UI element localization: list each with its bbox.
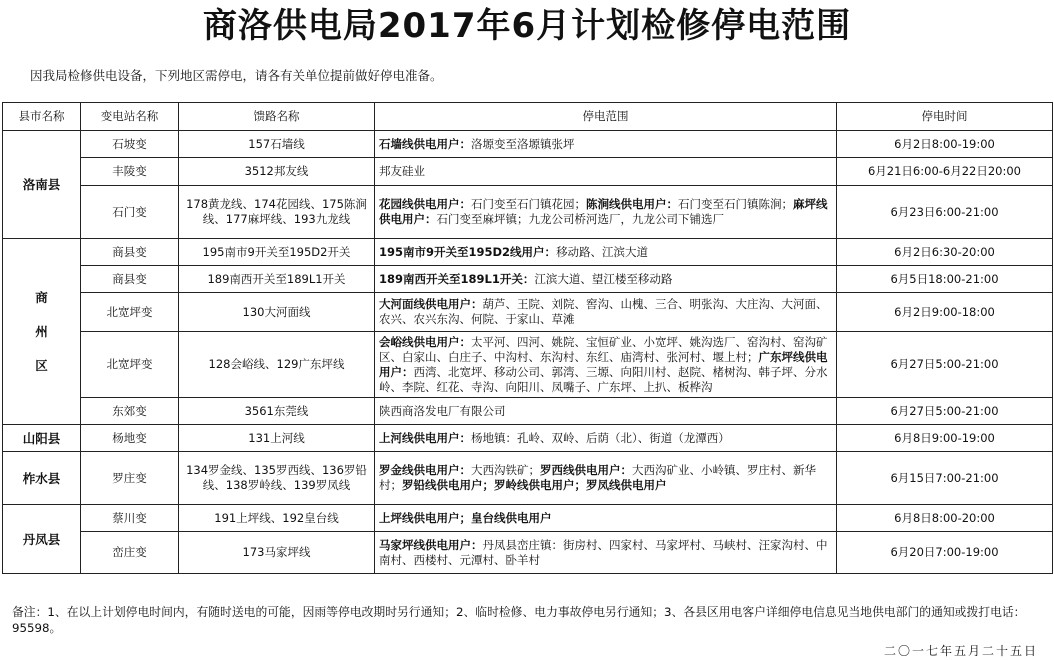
substation-cell: 北宽坪变 [81, 332, 179, 398]
county-danfeng: 丹凤县 [3, 505, 81, 574]
substation-cell: 商县变 [81, 266, 179, 293]
feeder-cell: 134罗金线、135罗西线、136罗铅线、138罗岭线、139罗凤线 [179, 452, 375, 505]
header-scope: 停电范围 [375, 103, 837, 131]
scope-label: 陈涧线供电用户： [586, 197, 678, 211]
page-title: 商洛供电局2017年6月计划检修停电范围 [202, 6, 852, 46]
scope-label: 石墙线供电用户： [379, 136, 471, 151]
scope-cell [375, 332, 837, 398]
substation-cell: 石坡变 [81, 131, 179, 158]
scope-cell [375, 131, 837, 158]
table-row [3, 505, 1053, 532]
scope-cell [375, 266, 837, 293]
table-row [3, 332, 1053, 398]
scope-text: 葫芦、王院、刘院、窖沟、山槐、三合、明张沟、大庄沟、大河面、农兴、农兴东沟、何院、于家山、草滩 [379, 297, 828, 326]
substation-cell: 北宽坪变 [81, 293, 179, 332]
header-county: 县市名称 [3, 103, 81, 131]
header-time: 停电时间 [837, 103, 1053, 131]
scope-cell [375, 505, 837, 532]
table-row [3, 186, 1053, 239]
scope-label: 上坪线供电用户；皇台线供电用户 [379, 510, 552, 525]
scope-text: 邦友硅业 [379, 164, 425, 178]
county-shanyang: 山阳县 [3, 425, 81, 452]
header-feeder: 馈路名称 [179, 103, 375, 131]
scope-label: 罗西线供电用户： [540, 463, 632, 477]
county-luonan: 洛南县 [3, 131, 81, 239]
scope-text: 江滨大道、望江楼至移动路 [534, 271, 673, 286]
feeder-cell: 130大河面线 [179, 293, 375, 332]
scope-text: 石门变至石门镇陈涧； [678, 197, 793, 211]
feeder-cell: 173马家坪线 [179, 532, 375, 574]
time-cell: 6月20日7:00-19:00 [837, 532, 1053, 574]
scope-text: 杨地镇：孔岭、双岭、后荫（北）、街道（龙潭西） [471, 430, 730, 445]
scope-cell [375, 293, 837, 332]
table-row [3, 532, 1053, 574]
scope-cell [375, 398, 837, 425]
feeder-cell: 131上河线 [179, 425, 375, 452]
intro-text: 因我局检修供电设备，下列地区需停电，请各有关单位提前做好停电准备。 [30, 68, 443, 83]
scope-cell [375, 158, 837, 186]
scope-text: 丹凤县峦庄镇：街房村、四家村、马家坪村、马峡村、汪家沟村、中南村、西楼村、元潭村、卧羊村 [379, 537, 828, 567]
substation-cell: 石门变 [81, 186, 179, 239]
scope-cell [375, 186, 837, 239]
time-cell: 6月5日18:00-21:00 [837, 266, 1053, 293]
time-cell: 6月8日9:00-19:00 [837, 425, 1053, 452]
county-char: 商 [35, 289, 48, 305]
scope-cell [375, 532, 837, 574]
scope-text: 大西沟矿业、小岭镇、罗庄村、新华村； [379, 463, 816, 492]
scope-label: 上河线供电用户： [379, 430, 471, 445]
time-cell: 6月2日6:30-20:00 [837, 239, 1053, 266]
scope-text: 陕西商洛发电厂有限公司 [379, 403, 506, 418]
scope-text: 大西沟铁矿； [471, 463, 540, 477]
substation-cell: 杨地变 [81, 425, 179, 452]
county-char: 州 [35, 323, 48, 339]
county-zhashui: 柞水县 [3, 452, 81, 505]
scope-cell [375, 425, 837, 452]
time-cell: 6月23日6:00-21:00 [837, 186, 1053, 239]
time-cell: 6月8日8:00-20:00 [837, 505, 1053, 532]
feeder-cell: 3512邦友线 [179, 158, 375, 186]
time-cell: 6月21日6:00-6月22日20:00 [837, 158, 1053, 186]
scope-label: 麻坪线供电用户： [379, 197, 828, 226]
scope-text: 西湾、北宽坪、移动公司、郭湾、三塬、向阳川村、赵院、楮树沟、韩子坪、分水岭、李院、红花、寺沟、向阳川、凤嘴子、广东坪、上扒、板桦沟 [379, 364, 828, 394]
scope-label: 马家坪线供电用户： [379, 537, 483, 552]
feeder-cell: 128会峪线、129广东坪线 [179, 332, 375, 398]
outage-table [2, 102, 1053, 574]
feeder-cell: 3561东莞线 [179, 398, 375, 425]
substation-cell: 商县变 [81, 239, 179, 266]
scope-text: 太平河、四河、姚院、宝恒矿业、小宽坪、姚沟选厂、窑沟村、窑沟矿区、白家山、白庄子、中沟村、东沟村、东红、庙湾村、张河村、堰上村； [379, 334, 828, 364]
table-row [3, 398, 1053, 425]
feeder-cell: 178黄龙线、174花园线、175陈涧线、177麻坪线、193九龙线 [179, 186, 375, 239]
time-cell: 6月27日5:00-21:00 [837, 332, 1053, 398]
table-row [3, 131, 1053, 158]
scope-cell [375, 239, 837, 266]
table-header-row [3, 103, 1053, 131]
county-char: 区 [35, 357, 48, 373]
scope-label: 195南市9开关至195D2线用户： [379, 244, 557, 259]
feeder-cell: 195南市9开关至195D2开关 [179, 239, 375, 266]
scope-label: 罗金线供电用户： [379, 463, 471, 477]
scope-text: 石门变至石门镇花园； [471, 197, 586, 211]
scope-label: 罗铅线供电用户；罗岭线供电用户；罗凤线供电用户 [402, 478, 667, 492]
scope-label: 大河面线供电用户： [379, 297, 483, 311]
issue-date: 二〇一七年五月二十五日 [883, 644, 1038, 658]
table-row [3, 452, 1053, 505]
substation-cell: 蔡川变 [81, 505, 179, 532]
feeder-cell: 157石墙线 [179, 131, 375, 158]
scope-label: 189南西开关至189L1开关： [379, 271, 535, 286]
substation-cell: 峦庄变 [81, 532, 179, 574]
table-row [3, 158, 1053, 186]
footnote: 备注：1、在以上计划停电时间内，有随时送电的可能，因雨等停电改期时另行通知；2、临时检修、电力事故停电另行通知；3、各县区用电客户详细停电信息见当地供电部门的通知或拨打电话：95598。 [12, 605, 1026, 635]
scope-text: 移动路、江滨大道 [556, 244, 649, 259]
time-cell: 6月27日5:00-21:00 [837, 398, 1053, 425]
table-row [3, 293, 1053, 332]
scope-label: 广东坪线供电用户： [379, 349, 828, 379]
header-substation: 变电站名称 [81, 103, 179, 131]
table-row [3, 239, 1053, 266]
feeder-cell: 189南西开关至189L1开关 [179, 266, 375, 293]
substation-cell: 罗庄变 [81, 452, 179, 505]
substation-cell: 丰陵变 [81, 158, 179, 186]
scope-label: 会峪线供电用户： [379, 334, 471, 349]
time-cell: 6月2日8:00-19:00 [837, 131, 1053, 158]
scope-text: 石门变至麻坪镇；九龙公司桥河选厂，九龙公司下铺选厂 [436, 212, 724, 226]
substation-cell: 东郊变 [81, 398, 179, 425]
scope-label: 花园线供电用户： [379, 197, 471, 211]
scope-text: 洛塬变至洛塬镇张坪 [471, 136, 575, 151]
feeder-cell: 191上坪线、192皇台线 [179, 505, 375, 532]
table-row [3, 266, 1053, 293]
time-cell: 6月15日7:00-21:00 [837, 452, 1053, 505]
table-row [3, 425, 1053, 452]
scope-cell [375, 452, 837, 505]
time-cell: 6月2日9:00-18:00 [837, 293, 1053, 332]
county-shangzhou [3, 239, 81, 425]
